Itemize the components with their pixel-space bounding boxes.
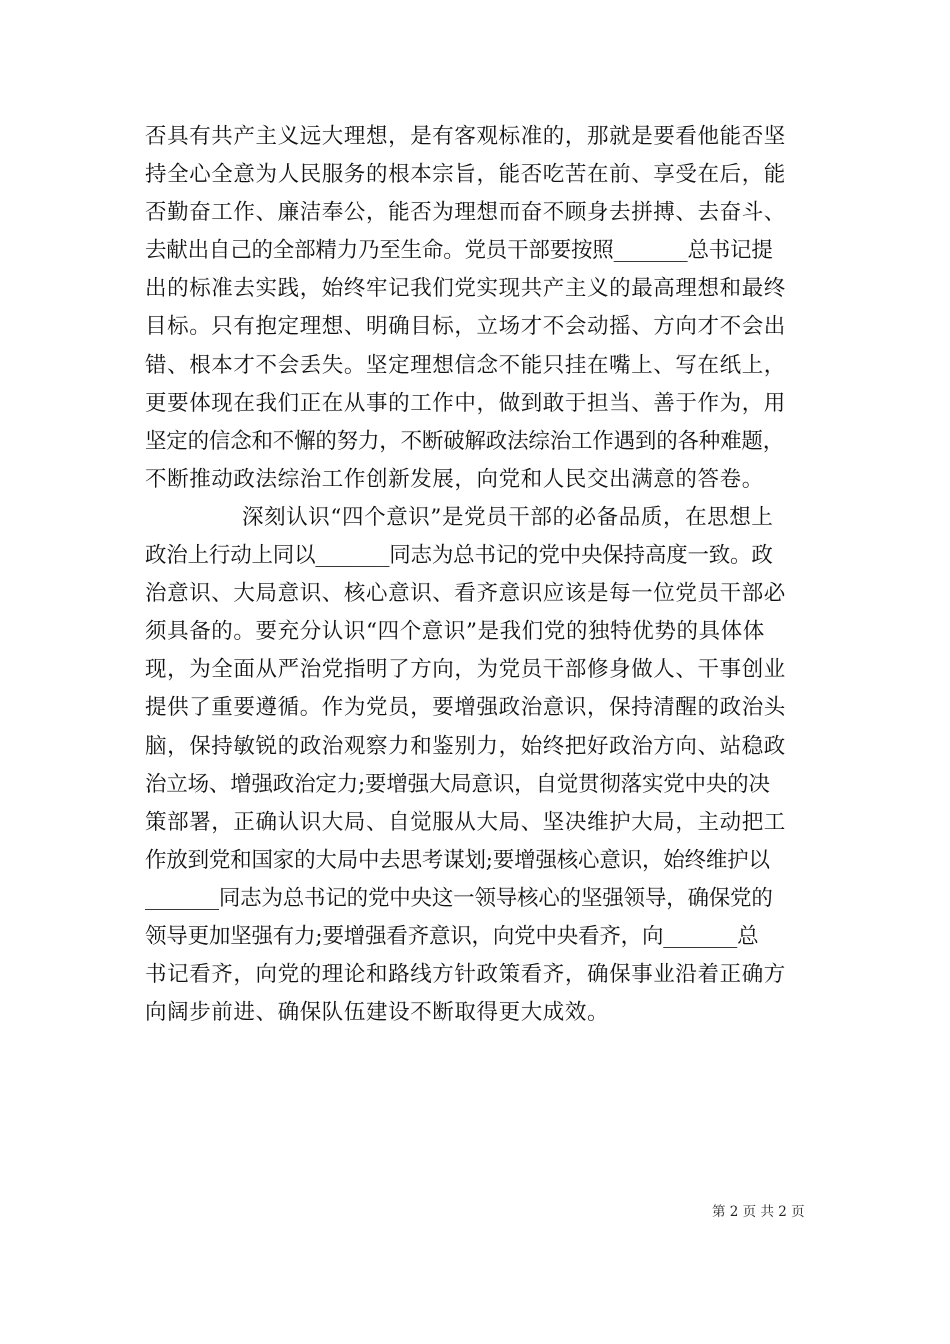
paragraph-first-line: 深刻认识“四个意识”是党员干部的必备品质，在思想上: [242, 504, 774, 530]
text-line: 否勤奋工作、廉洁奉公，能否为理想而奋不顾身去拼搏、去奋斗、: [145, 200, 786, 226]
text-line: 治意识、大局意识、核心意识、看齐意识应该是每一位党员干部必: [145, 581, 786, 607]
text-line: 提供了重要遵循。作为党员，要增强政治意识，保持清醒的政治头: [145, 695, 786, 721]
text-line: 不断推动政法综治工作创新发展，向党和人民交出满意的答卷。: [145, 466, 764, 492]
text-line: 脑，保持敏锐的政治观察力和鉴别力，始终把好政治方向、站稳政: [145, 733, 786, 759]
text-line: _______同志为总书记的党中央这一领导核心的坚强领导，确保党的: [145, 885, 773, 911]
text-line: 领导更加坚强有力;要增强看齐意识，向党中央看齐，向_______总: [145, 923, 759, 949]
text-line: 否具有共产主义远大理想，是有客观标准的，那就是要看他能否坚: [145, 124, 786, 149]
text-line: 更要体现在我们正在从事的工作中，做到敢于担当、善于作为，用: [145, 390, 786, 416]
text-line: 目标。只有抱定理想、明确目标，立场才不会动摇、方向才不会出: [145, 314, 786, 340]
page-number-footer: 第 2 页 共 2 页: [712, 1204, 805, 1220]
text-line: 须具备的。要充分认识“四个意识”是我们党的独特优势的具体体: [145, 619, 765, 645]
text-line: 治立场、增强政治定力;要增强大局意识，自觉贯彻落实党中央的决: [145, 771, 770, 797]
text-line: 坚定的信念和不懈的努力，不断破解政法综治工作遇到的各种难题，: [145, 428, 785, 454]
text-line: 错、根本才不会丢失。坚定理想信念不能只挂在嘴上、写在纸上，: [145, 352, 786, 378]
text-line: 书记看齐，向党的理论和路线方针政策看齐，确保事业沿着正确方: [145, 962, 786, 988]
text-line: 去献出自己的全部精力乃至生命。党员干部要按照_______总书记提: [145, 238, 773, 264]
text-line: 向阔步前进、确保队伍建设不断取得更大成效。: [145, 1000, 610, 1026]
text-line: 政治上行动上同以_______同志为总书记的党中央保持高度一致。政: [145, 543, 773, 569]
text-line: 策部署，正确认识大局、自觉服从大局、坚决维护大局，主动把工: [145, 809, 786, 835]
document-body: [145, 118, 807, 1032]
text-line: 作放到党和国家的大局中去思考谋划;要增强核心意识，始终维护以: [145, 847, 770, 873]
text-line: 现，为全面从严治党指明了方向，为党员干部修身做人、干事创业: [145, 657, 786, 683]
text-line: 持全心全意为人民服务的根本宗旨，能否吃苦在前、享受在后，能: [145, 162, 786, 188]
text-line: 出的标准去实践，始终牢记我们党实现共产主义的最高理想和最终: [145, 276, 786, 302]
